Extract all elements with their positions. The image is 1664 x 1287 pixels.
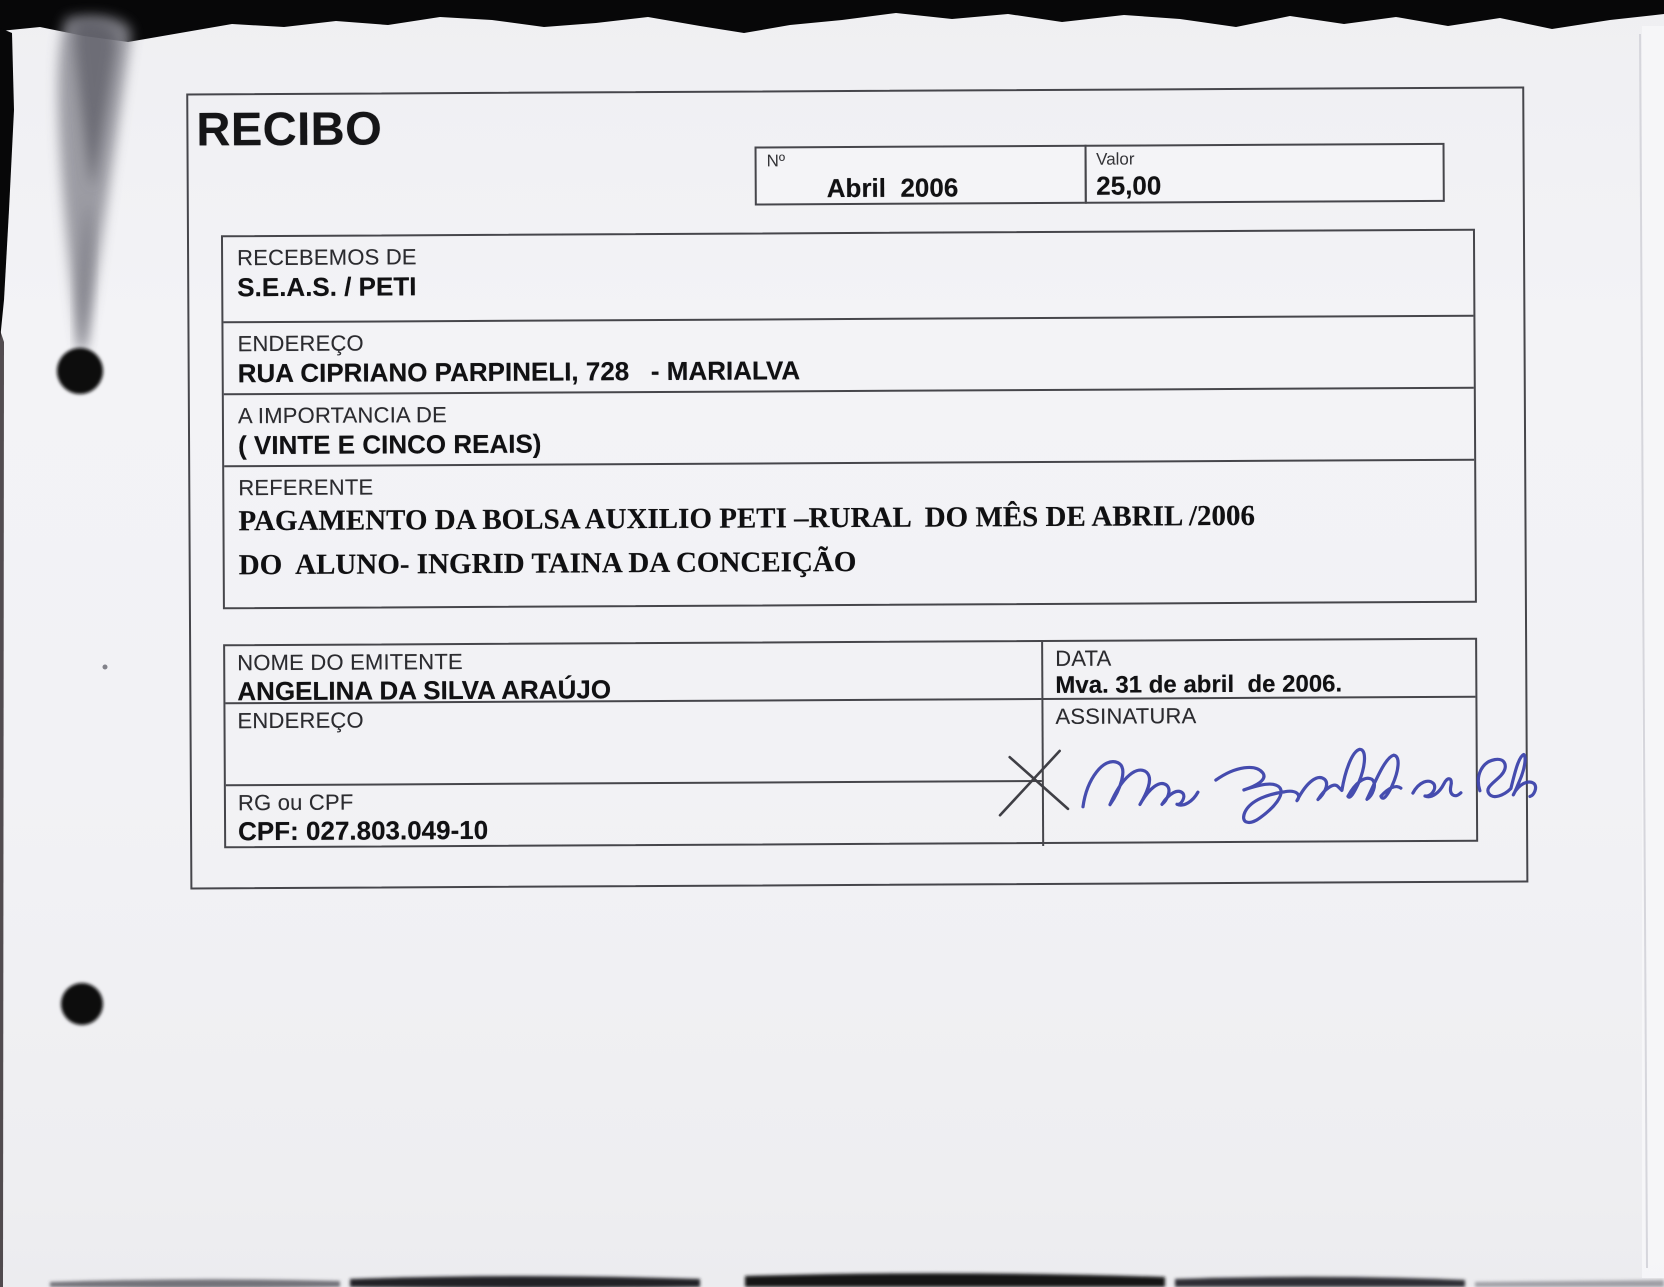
field-recebemos-de [223, 231, 1473, 322]
data-label: DATA [1055, 645, 1112, 671]
numero-value: Abril 2006 [826, 171, 959, 203]
recebemos-de-value: S.E.A.S. / PETI [237, 271, 417, 303]
importancia-value: ( VINTE E CINCO REAIS) [237, 428, 542, 461]
receipt-body-box [221, 229, 1477, 610]
field-rg-cpf [226, 782, 1042, 850]
signature-ink [1083, 748, 1536, 823]
numero-box [755, 145, 1087, 206]
receipt-title: RECIBO [196, 101, 383, 156]
rg-cpf-label: RG ou CPF [237, 789, 354, 816]
recebemos-de-label: RECEBEMOS DE [237, 244, 417, 271]
rg-cpf-value: CPF: 027.803.049-10 [238, 815, 489, 847]
field-nome-emitente [225, 642, 1041, 707]
field-endereco [223, 315, 1473, 394]
assinatura-label: ASSINATURA [1055, 703, 1197, 729]
field-endereco-emitente [225, 700, 1041, 786]
numero-label: Nº [766, 151, 786, 171]
endereco-value: RUA CIPRIANO PARPINELI, 728 - MARIALVA [237, 355, 801, 389]
signature-handwriting [987, 712, 1548, 839]
referente-value-line2: DO ALUNO- INGRID TAINA DA CONCEIÇÃO [238, 545, 857, 581]
nome-emitente-value: ANGELINA DA SILVA ARAÚJO [237, 674, 612, 707]
importancia-label: A IMPORTANCIA DE [237, 402, 447, 429]
valor-box [1084, 143, 1444, 204]
field-referente [224, 459, 1475, 608]
signature-x-mark [1000, 751, 1068, 815]
referente-label: REFERENTE [238, 474, 374, 501]
field-data [1041, 640, 1475, 700]
referente-value-line1: PAGAMENTO DA BOLSA AUXILIO PETI –RURAL DO MÊS DE ABRIL /2006 [238, 500, 1256, 538]
nome-emitente-label: NOME DO EMITENTE [237, 649, 463, 676]
valor-label: Valor [1096, 149, 1135, 169]
endereco-label: ENDEREÇO [237, 330, 364, 357]
number-value-row [755, 143, 1445, 206]
endereco-emitente-label: ENDEREÇO [237, 707, 364, 734]
data-value: Mva. 31 de abril de 2006. [1055, 670, 1343, 700]
valor-value: 25,00 [1096, 169, 1162, 201]
field-importancia [224, 387, 1474, 466]
